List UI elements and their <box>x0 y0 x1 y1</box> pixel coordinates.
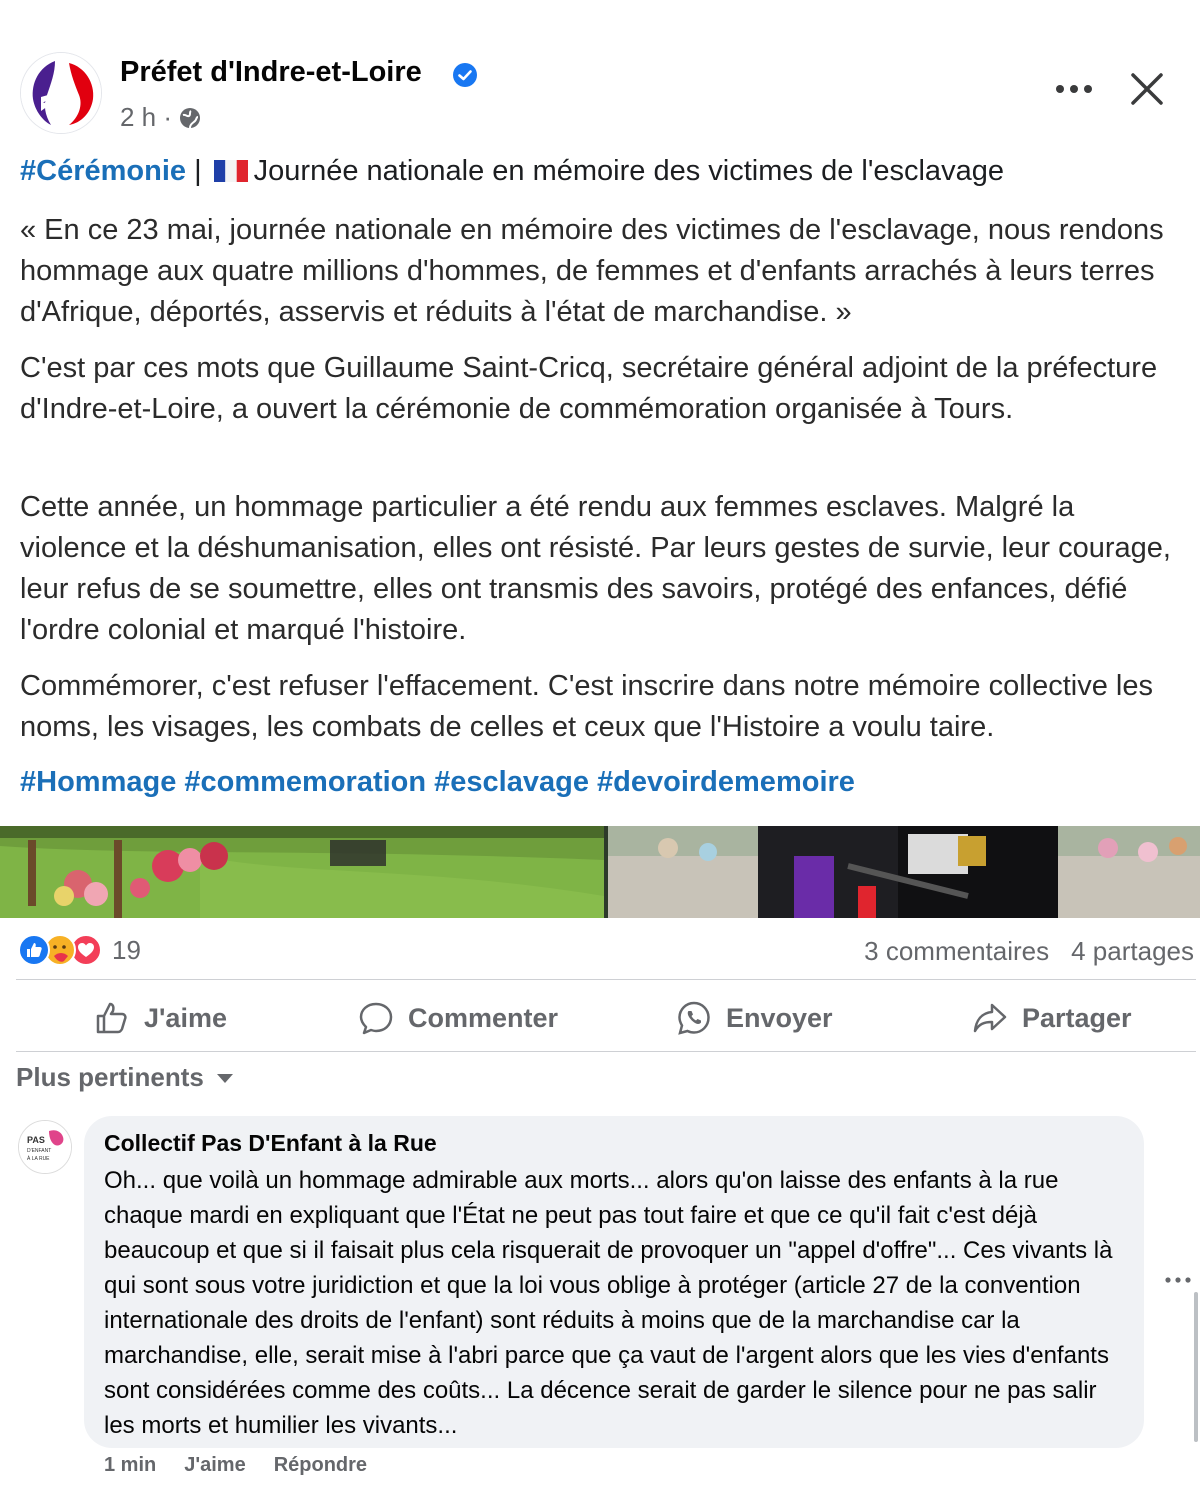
divider-bottom <box>16 1051 1196 1052</box>
page-avatar[interactable] <box>20 52 102 134</box>
marianne-logo-icon <box>21 53 102 134</box>
sort-label: Plus pertinents <box>16 1062 204 1092</box>
share-button[interactable] <box>972 985 1132 1051</box>
comment-like-link[interactable]: J'aime <box>184 1454 246 1476</box>
comment-count-link[interactable]: 3 commentaires <box>864 936 1050 966</box>
share-arrow-icon <box>972 1000 1008 1036</box>
post-time[interactable]: 2 h · <box>120 102 173 132</box>
verified-badge-icon <box>452 62 478 88</box>
divider-top <box>16 979 1196 980</box>
like-reaction-icon <box>18 934 50 966</box>
comment-text: Oh... que voilà un hommage admirable aux morts... alors qu'on laisse des enfants à la rue chaque mardi en expliquant que l'État ne peut pas tout faire et que ce qu'il fait c'est déjà beaucoup et que si il faisait plus cela risquerait de provoquer un "appel d'offre"... Ces vivants là qui sont sous votre juridiction et que la loi vous oblige à protéger (article 27 de la convention internationale des droits de l'enfant) sont réduits à moins que de la marchandise car la marchandise, elle, serait mise à l'abri parce que ça vaut de l'argent alors que les vies d'enfants sont considérées comme des coûts... La décence serait de garder le silence pour ne pas salir les morts et humilier les vivants... <box>104 1167 1113 1439</box>
comment-label: Commenter <box>408 1002 559 1033</box>
post-header <box>0 0 1200 150</box>
flag-france-icon <box>214 160 248 182</box>
comment-button[interactable] <box>358 985 558 1051</box>
post-hashtags[interactable]: #Hommage #commemoration #esclavage #devoirdememoire <box>20 766 855 798</box>
comment-more-icon[interactable] <box>1162 1270 1194 1290</box>
thumbs-up-icon <box>94 1000 130 1036</box>
svg-text:PAS: PAS <box>27 1135 45 1145</box>
title-text: Journée nationale en mémoire des victimes de l'esclavage <box>253 155 1004 187</box>
comment-bubble <box>84 1116 1144 1448</box>
caret-down-icon <box>216 1072 234 1084</box>
comment-meta <box>104 1454 367 1477</box>
post-paragraph-3: Cette année, un hommage particulier a été rendu aux femmes esclaves. Malgré la violence et la déshumanisation, elles ont résisté. Par leurs gestes de survie, leur courage, leur refus de se soumettre, elles ont transmis des savoirs, protégé des enfances, défié l'ordre colonial et marqué l'histoire. <box>20 491 1171 646</box>
post-stats <box>864 936 1194 967</box>
share-count-link[interactable]: 4 partages <box>1071 936 1194 966</box>
whatsapp-icon <box>676 1000 712 1036</box>
comment-author[interactable]: Collectif Pas D'Enfant à la Rue <box>104 1130 437 1156</box>
send-button[interactable] <box>676 985 833 1051</box>
share-label: Partager <box>1022 1002 1132 1033</box>
hashtag-ceremonie[interactable]: #Cérémonie <box>20 155 187 187</box>
photo-memorial-garden[interactable] <box>0 826 604 918</box>
svg-text:À LA RUE: À LA RUE <box>27 1156 50 1162</box>
post-title <box>20 155 1004 188</box>
reactions-summary[interactable] <box>18 932 141 968</box>
close-icon[interactable] <box>1128 70 1166 108</box>
post-meta <box>120 102 202 133</box>
post-paragraph-1: « En ce 23 mai, journée nationale en mémoire des victimes de l'esclavage, nous rendons hommage aux quatre millions d'hommes, de femmes et d'enfants arrachés à leurs terres d'Afrique, déportés, asservis et réduits à l'état de marchandise. » <box>20 214 1164 328</box>
scrollbar-thumb[interactable] <box>1194 1292 1198 1442</box>
comment-reply-link[interactable]: Répondre <box>273 1454 368 1476</box>
post-action-bar <box>16 985 1196 1051</box>
podium-photo-image <box>608 826 1200 918</box>
like-button[interactable] <box>94 985 227 1051</box>
title-separator: | <box>186 155 210 187</box>
comment-bubble-icon <box>358 1000 394 1036</box>
post-paragraph-4: Commémorer, c'est refuser l'effacement. C'est inscrire dans notre mémoire collective les noms, les visages, les combats de celles et ceux que l'Histoire a voulu taire. <box>20 670 1153 743</box>
reaction-count[interactable]: 19 <box>112 934 141 965</box>
send-label: Envoyer <box>726 1002 833 1033</box>
globe-icon <box>178 106 202 130</box>
like-label: J'aime <box>144 1002 227 1033</box>
post-photos <box>0 826 1200 918</box>
commenter-avatar[interactable] <box>18 1120 72 1174</box>
more-options-icon[interactable] <box>1052 72 1096 106</box>
garden-photo-image <box>0 826 604 918</box>
post-paragraph-2: C'est par ces mots que Guillaume Saint-Cricq, secrétaire général adjoint de la préfecture d'Indre-et-Loire, a ouvert la cérémonie de commémoration organisée à Tours. <box>20 352 1158 425</box>
page-name[interactable]: Préfet d'Indre-et-Loire <box>120 56 422 88</box>
svg-text:D'ENFANT: D'ENFANT <box>27 1148 52 1154</box>
collectif-logo-icon <box>19 1121 72 1174</box>
comment-time[interactable]: 1 min <box>104 1454 157 1476</box>
comment-sort-dropdown[interactable] <box>16 1062 234 1093</box>
photo-speaker-podium[interactable] <box>608 826 1200 918</box>
